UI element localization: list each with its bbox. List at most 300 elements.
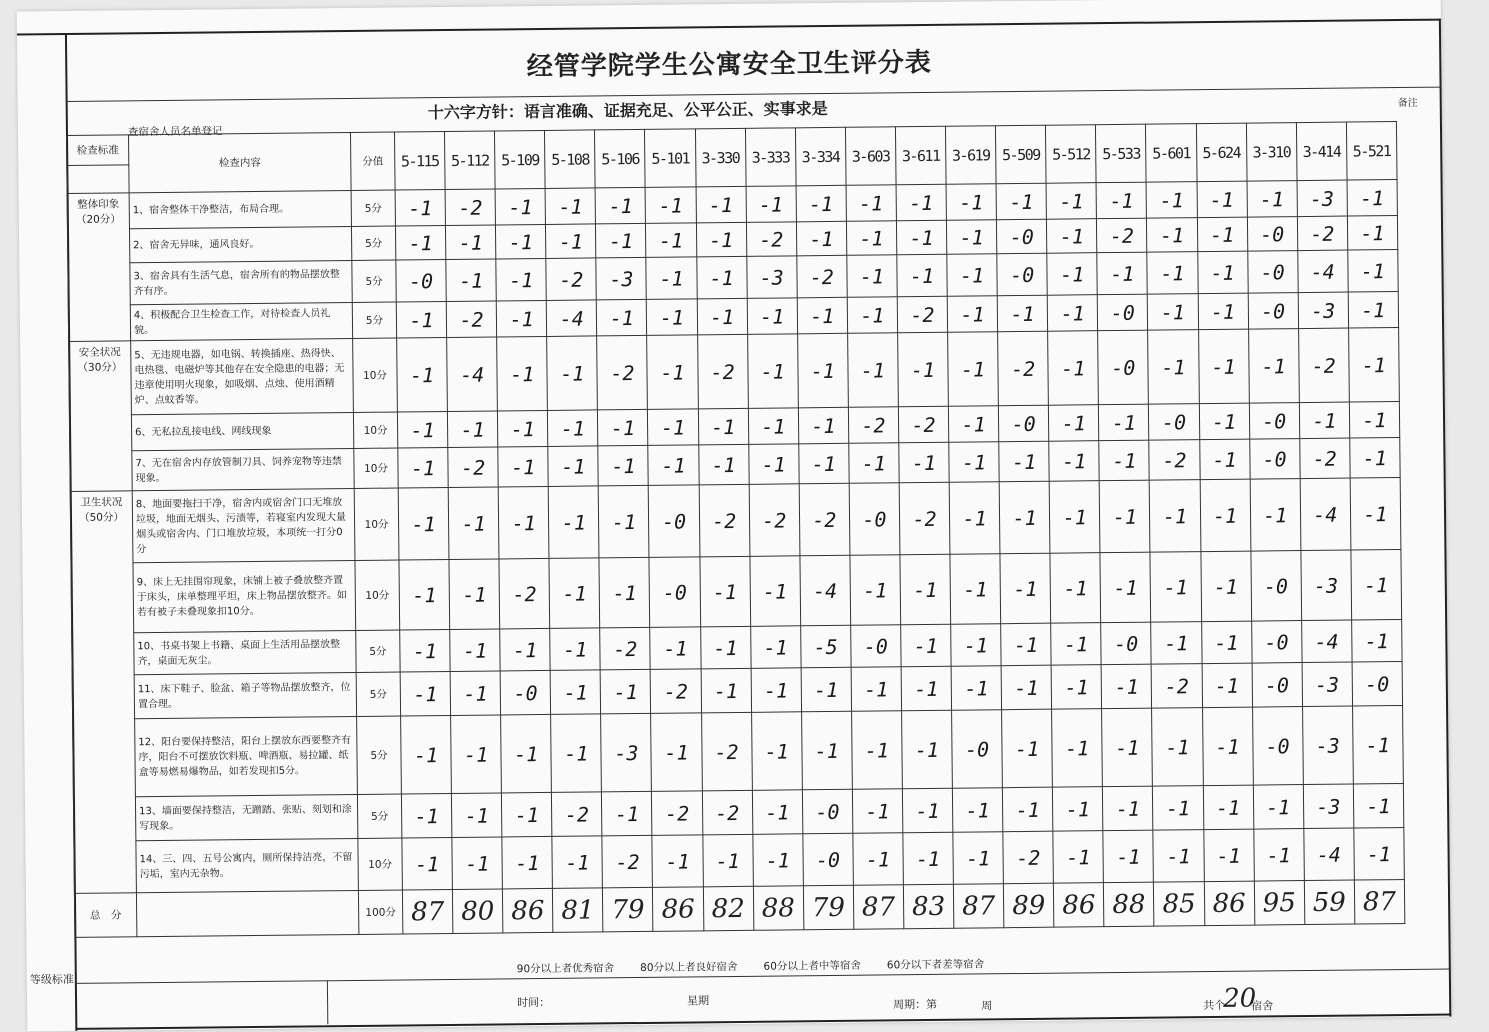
deduction-mark: -1: [746, 186, 796, 223]
deduction-mark: -1: [1152, 708, 1203, 787]
header-content: 检查内容: [128, 132, 351, 192]
total-score: 82: [703, 886, 754, 931]
deduction-mark: -1: [448, 487, 499, 560]
deduction-mark: -4: [1301, 620, 1352, 663]
deduction-mark: -1: [1046, 183, 1096, 220]
deduction-mark: -1: [696, 256, 747, 299]
deduction-mark: -1: [451, 715, 502, 794]
deduction-mark: -0: [396, 260, 447, 303]
deduction-mark: -1: [1103, 830, 1154, 883]
deduction-mark: -1: [400, 629, 451, 672]
count-suffix: 宿舍: [1251, 999, 1274, 1013]
total-score: 86: [503, 888, 554, 933]
deduction-mark: -1: [601, 669, 652, 714]
total-score: 86: [1204, 881, 1255, 926]
deduction-mark: -1: [696, 222, 746, 257]
deduction-mark: -2: [1297, 216, 1347, 251]
room-label: 5-115: [394, 132, 445, 191]
deduction-mark: -1: [652, 835, 703, 888]
deduction-mark: -1: [999, 441, 1050, 482]
deduction-mark: -1: [548, 410, 598, 447]
deduction-mark: -1: [398, 487, 449, 560]
item-text: 5、无违规电器，如电锅、转换插座、热得快、电热毯、电磁炉等其他存在安全隐患的电器；无违章使用明火现象，如吸烟、点烛、使用酒精炉、点蚊香等。: [131, 338, 354, 414]
deduction-mark: -1: [747, 334, 798, 409]
deduction-mark: -1: [1096, 182, 1146, 219]
deduction-mark: -2: [651, 669, 702, 714]
table-row: [70, 478, 1401, 564]
deduction-mark: -1: [801, 711, 852, 790]
deduction-mark: -1: [646, 223, 696, 258]
deduction-mark: -2: [445, 189, 495, 226]
deduction-mark: -1: [397, 337, 448, 412]
remark-header: 备注: [1397, 97, 1418, 110]
right-border: [1439, 19, 1451, 1017]
deduction-mark: -1: [949, 482, 1000, 555]
deduction-mark: -1: [498, 410, 548, 447]
item-points: 5分: [357, 716, 402, 794]
deduction-mark: -0: [1249, 439, 1300, 480]
category-label: 整体印象（20分）: [67, 193, 131, 342]
deduction-mark: -1: [896, 184, 946, 221]
deduction-mark: -1: [597, 299, 647, 336]
deduction-mark: -0: [999, 405, 1049, 442]
total-score: 88: [1104, 882, 1155, 927]
count-value: 20: [1222, 983, 1257, 1014]
deduction-mark: -1: [1100, 552, 1151, 623]
deduction-mark: -3: [1301, 550, 1352, 621]
room-label: 5-109: [495, 130, 546, 189]
deduction-mark: -1: [748, 408, 798, 445]
deduction-mark: -1: [946, 220, 996, 255]
deduction-mark: -1: [751, 712, 802, 791]
deduction-mark: -3: [746, 256, 797, 299]
total-score: 85: [1154, 882, 1205, 927]
item-text: 4、积极配合卫生检查工作，对待检查人员礼貌。: [130, 302, 352, 340]
total-blank: [136, 890, 358, 936]
deduction-mark: -1: [701, 668, 752, 713]
deduction-mark: -1: [648, 445, 699, 486]
deduction-mark: -1: [949, 442, 1000, 483]
deduction-mark: -1: [999, 481, 1050, 554]
deduction-mark: -1: [1348, 328, 1399, 403]
deduction-mark: -1: [1049, 481, 1100, 554]
total-score: 87: [853, 885, 904, 930]
deduction-mark: -1: [953, 832, 1004, 885]
deduction-mark: -1: [902, 710, 953, 789]
deduction-mark: -1: [402, 837, 453, 890]
total-score: 79: [803, 885, 854, 930]
deduction-mark: -1: [550, 670, 601, 715]
deduction-mark: -1: [595, 187, 645, 224]
deduction-mark: -1: [797, 333, 848, 408]
deduction-mark: -1: [1199, 439, 1250, 480]
deduction-mark: -1: [1197, 251, 1248, 294]
deduction-mark: -1: [1198, 329, 1249, 404]
deduction-mark: -4: [1300, 478, 1351, 551]
deduction-mark: -1: [700, 556, 751, 627]
total-score: 88: [753, 886, 804, 931]
deduction-mark: -1: [897, 254, 948, 297]
deduction-mark: -1: [951, 624, 1002, 667]
deduction-mark: -1: [847, 255, 898, 298]
deduction-mark: -2: [652, 791, 703, 836]
deduction-mark: -1: [1097, 252, 1148, 295]
deduction-mark: -1: [1197, 181, 1247, 218]
deduction-mark: -1: [698, 444, 749, 485]
item-points: 5分: [356, 672, 400, 716]
deduction-mark: -1: [496, 258, 547, 301]
deduction-mark: -1: [1150, 480, 1201, 553]
time-label: 时间：: [517, 995, 551, 1010]
deduction-mark: -1: [901, 624, 952, 667]
score-table: [66, 121, 1405, 938]
item-points: 10分: [353, 338, 398, 412]
deduction-mark: -0: [1249, 403, 1299, 440]
deduction-mark: -2: [446, 301, 496, 338]
deduction-mark: -0: [1101, 622, 1152, 665]
deduction-mark: -1: [401, 715, 452, 794]
total-score: 87: [1354, 880, 1405, 925]
table-row: [73, 706, 1404, 798]
deduction-mark: -1: [598, 445, 649, 486]
deduction-mark: -2: [701, 712, 752, 791]
deduction-mark: -2: [699, 484, 750, 557]
deduction-mark: -2: [998, 331, 1049, 406]
deduction-mark: -1: [1153, 830, 1204, 883]
grading-level: 80分以上者良好宿舍: [640, 960, 738, 975]
deduction-mark: -1: [700, 626, 751, 669]
deduction-mark: -0: [1251, 551, 1302, 622]
deduction-mark: -4: [800, 555, 851, 626]
deduction-mark: -2: [600, 627, 651, 670]
room-label: 3-333: [745, 128, 796, 187]
deduction-mark: -1: [452, 793, 503, 838]
room-label: 5-521: [1346, 122, 1397, 181]
deduction-mark: -1: [1147, 218, 1197, 253]
deduction-mark: -1: [853, 833, 904, 886]
deduction-mark: -1: [552, 836, 603, 889]
deduction-mark: -1: [1153, 786, 1204, 831]
total-score: 86: [1054, 883, 1105, 928]
deduction-mark: -1: [446, 225, 496, 260]
deduction-mark: -1: [947, 296, 997, 333]
deduction-mark: -2: [799, 483, 850, 556]
deduction-mark: -1: [903, 832, 954, 885]
deduction-mark: -2: [1003, 831, 1054, 884]
deduction-mark: -1: [799, 443, 850, 484]
deduction-mark: -3: [1297, 180, 1347, 217]
category-label: 安全状况（30分）: [69, 341, 133, 492]
deduction-mark: -1: [502, 792, 553, 837]
deduction-mark: -1: [1102, 708, 1153, 787]
deduction-mark: -0: [997, 253, 1048, 296]
deduction-mark: -1: [495, 188, 545, 225]
deduction-mark: -0: [803, 833, 854, 886]
room-label: 3-414: [1296, 122, 1347, 181]
deduction-mark: -1: [1148, 330, 1199, 405]
item-points: 10分: [354, 488, 399, 560]
total-score: 83: [903, 884, 954, 929]
deduction-mark: -1: [401, 793, 452, 838]
item-text: 8、地面要拖扫干净，宿舍内或宿舍门口无堆放垃圾，地面无烟头、污渍等，若寝室内发现大量烟头或宿舍内、门口堆放垃圾，本项统一打分0分: [132, 488, 355, 562]
item-points: 10分: [353, 412, 397, 448]
deduction-mark: -1: [551, 714, 602, 793]
deduction-mark: -1: [502, 836, 553, 889]
deduction-mark: -1: [946, 184, 996, 221]
deduction-mark: -1: [996, 183, 1046, 220]
deduction-mark: -3: [1302, 706, 1353, 785]
deduction-mark: -1: [851, 711, 902, 790]
deduction-mark: -1: [1350, 438, 1401, 479]
deduction-mark: -1: [646, 187, 696, 224]
deduction-mark: -1: [850, 555, 901, 626]
grading-label: 等级标准: [29, 972, 74, 987]
deduction-mark: -1: [1200, 551, 1251, 622]
deduction-mark: -1: [1348, 250, 1399, 293]
deduction-mark: -5: [800, 625, 851, 668]
deduction-mark: -1: [1352, 706, 1403, 785]
top-border: [17, 19, 1441, 36]
deduction-mark: -1: [501, 714, 552, 793]
deduction-mark: -1: [748, 444, 799, 485]
deduction-mark: -1: [599, 485, 650, 558]
header-blank: [67, 165, 129, 194]
deduction-mark: -1: [847, 333, 898, 408]
deduction-mark: -1: [1348, 292, 1398, 329]
deduction-mark: -1: [651, 713, 702, 792]
deduction-mark: -1: [898, 332, 949, 407]
deduction-mark: -1: [846, 221, 896, 256]
deduction-mark: -2: [448, 447, 499, 488]
deduction-mark: -2: [1298, 328, 1349, 403]
item-points: 5分: [352, 260, 396, 302]
deduction-mark: -1: [1299, 402, 1349, 439]
deduction-mark: -1: [1099, 404, 1149, 441]
item-text: 2、宿舍无异味，通风良好。: [129, 226, 351, 262]
item-text: 9、床上无挂围帘现象，床铺上被子叠放整齐置于床头，床单整理平坦，床上物品摆放整齐。如若有被子未叠现象扣10分。: [133, 560, 356, 632]
deduction-mark: -1: [1253, 785, 1304, 830]
deduction-mark: -1: [952, 788, 1003, 833]
room-label: 5-101: [645, 129, 696, 188]
deduction-mark: -1: [1051, 665, 1102, 710]
deduction-mark: -0: [1247, 217, 1297, 252]
deduction-mark: -1: [397, 411, 447, 448]
deduction-mark: -1: [902, 788, 953, 833]
deduction-mark: -1: [796, 185, 846, 222]
deduction-mark: -1: [1248, 329, 1299, 404]
room-label: 3-334: [795, 127, 846, 186]
deduction-mark: -1: [697, 298, 747, 335]
grading-level: 60分以下者差等宿舍: [886, 958, 985, 972]
item-points: 5分: [356, 630, 400, 672]
room-label: 5-512: [1046, 125, 1097, 184]
deduction-mark: -0: [851, 625, 902, 668]
deduction-mark: -1: [1253, 829, 1304, 882]
room-label: 3-619: [945, 126, 996, 185]
deduction-mark: -1: [1353, 784, 1404, 829]
room-label: 5-112: [445, 131, 496, 190]
count-prefix: 共个: [1203, 998, 1226, 1013]
deduction-mark: -1: [1247, 181, 1297, 218]
deduction-mark: -1: [400, 671, 451, 716]
deduction-mark: -1: [750, 556, 801, 627]
deduction-mark: -0: [1248, 293, 1298, 330]
deduction-mark: -2: [897, 296, 947, 333]
deduction-mark: -1: [797, 297, 847, 334]
deduction-mark: -1: [498, 446, 549, 487]
deduction-mark: -1: [801, 667, 852, 712]
deduction-mark: -1: [449, 559, 500, 630]
deduction-mark: -1: [1198, 293, 1248, 330]
deduction-mark: -3: [601, 713, 652, 792]
deduction-mark: -3: [1298, 292, 1348, 329]
deduction-mark: -1: [1047, 295, 1097, 332]
deduction-mark: -1: [546, 224, 596, 259]
item-text: 3、宿舍具有生活气息，宿舍所有的物品摆放整齐有序。: [130, 260, 352, 304]
deduction-mark: -1: [852, 789, 903, 834]
item-points: 5分: [351, 190, 395, 226]
deduction-mark: -1: [1049, 405, 1099, 442]
deduction-mark: -1: [500, 628, 551, 671]
category-label: 卫生状况（50分）: [70, 491, 136, 894]
deduction-mark: -1: [747, 298, 797, 335]
deduction-mark: -1: [1001, 665, 1052, 710]
deduction-mark: -1: [1350, 478, 1401, 551]
deduction-mark: -0: [500, 670, 551, 715]
deduction-mark: -2: [602, 835, 653, 888]
total-score: 79: [603, 887, 654, 932]
deduction-mark: -1: [899, 442, 950, 483]
item-points: 5分: [357, 794, 401, 838]
room-label: 3-603: [845, 127, 896, 186]
room-label: 3-611: [895, 126, 946, 185]
deduction-mark: -1: [1050, 553, 1101, 624]
deduction-mark: -1: [948, 406, 998, 443]
deduction-mark: -1: [1002, 709, 1053, 788]
deduction-mark: -1: [1148, 294, 1198, 331]
deduction-mark: -1: [851, 667, 902, 712]
deduction-mark: -1: [602, 791, 653, 836]
deduction-mark: -2: [552, 792, 603, 837]
deduction-mark: -1: [1199, 403, 1249, 440]
deduction-mark: -1: [1200, 479, 1251, 552]
table-row: [69, 328, 1400, 416]
weekday-label: 星期: [687, 994, 710, 1008]
total-points: 100分: [358, 890, 402, 934]
item-points: 5分: [351, 226, 395, 260]
deduction-mark: -0: [1352, 662, 1403, 707]
item-text: 7、无在宿舍内存放管制刀具、饲养宠物等违禁现象。: [132, 448, 354, 490]
deduction-mark: -1: [901, 666, 952, 711]
item-text: 13、墙面要保持整洁，无蹭踏、张贴、刻划和涂写现象。: [135, 794, 357, 840]
deduction-mark: -0: [649, 485, 700, 558]
deduction-mark: -1: [647, 299, 697, 336]
deduction-mark: -1: [498, 486, 549, 559]
deduction-mark: -1: [1349, 402, 1399, 439]
deduction-mark: -0: [1252, 663, 1303, 708]
deduction-mark: -1: [547, 336, 598, 411]
deduction-mark: -1: [1101, 664, 1152, 709]
deduction-mark: -1: [1150, 552, 1201, 623]
deduction-mark: -1: [1351, 550, 1402, 621]
deduction-mark: -1: [1146, 182, 1196, 219]
deduction-mark: -0: [1098, 330, 1149, 405]
deduction-mark: -1: [798, 407, 848, 444]
deduction-mark: -1: [646, 257, 697, 300]
item-text: 14、三、四、五号公寓内，厕所保持洁亮，不留污垢，室内无杂物。: [136, 838, 359, 892]
total-score: 86: [653, 887, 704, 932]
deduction-mark: -1: [1051, 623, 1102, 666]
item-points: 10分: [354, 448, 398, 488]
total-score: 89: [1004, 883, 1055, 928]
deduction-mark: -1: [752, 790, 803, 835]
deduction-mark: -1: [1001, 623, 1052, 666]
deduction-mark: -2: [546, 258, 597, 301]
deduction-mark: -1: [1103, 786, 1154, 831]
week-suffix: 周: [981, 999, 993, 1013]
deduction-mark: -1: [1201, 621, 1252, 664]
item-text: 6、无私拉乱接电线、网线现象: [131, 412, 353, 450]
deduction-mark: -0: [1098, 294, 1148, 331]
deduction-mark: -1: [1202, 663, 1253, 708]
deduction-mark: -0: [849, 483, 900, 556]
deduction-mark: -2: [899, 482, 950, 555]
deduction-mark: -1: [753, 834, 804, 887]
item-points: 10分: [358, 838, 403, 890]
deduction-mark: -1: [1047, 219, 1097, 254]
deduction-mark: -1: [497, 336, 548, 411]
deduction-mark: -2: [749, 484, 800, 557]
deduction-mark: -1: [951, 666, 1002, 711]
total-score: 80: [453, 889, 504, 934]
room-label: 5-624: [1196, 123, 1247, 182]
deduction-mark: -1: [448, 411, 498, 448]
deduction-mark: -0: [1252, 707, 1303, 786]
deduction-mark: -1: [647, 335, 698, 410]
deduction-mark: -1: [751, 668, 802, 713]
deduction-mark: -0: [952, 710, 1003, 789]
deduction-mark: -1: [548, 486, 599, 559]
deduction-mark: -1: [450, 671, 501, 716]
deduction-mark: -1: [1151, 622, 1202, 665]
deduction-mark: -1: [1347, 180, 1397, 217]
deduction-mark: -1: [1202, 707, 1253, 786]
deduction-mark: -2: [702, 790, 753, 835]
page-title: 经管学院学生公寓安全卫生评分表: [526, 47, 932, 83]
deduction-mark: -2: [848, 407, 898, 444]
deduction-mark: -3: [1303, 784, 1354, 829]
deduction-mark: -3: [1302, 662, 1353, 707]
deduction-mark: -1: [702, 834, 753, 887]
item-text: 11、床下鞋子、脸盆、箱子等物品摆放整齐，位置合理。: [134, 672, 356, 718]
deduction-mark: -1: [1203, 785, 1254, 830]
motto: 十六字方针：语言准确、证据充足、公平公正、实事求是: [427, 98, 828, 123]
deduction-mark: -0: [997, 219, 1047, 254]
deduction-mark: -0: [1247, 251, 1298, 294]
deduction-mark: -1: [1053, 787, 1104, 832]
deduction-mark: -1: [598, 409, 648, 446]
deduction-mark: -1: [648, 409, 698, 446]
deduction-mark: -2: [1149, 440, 1200, 481]
item-points: 5分: [352, 302, 396, 338]
deduction-mark: -1: [395, 226, 445, 261]
deduction-mark: -2: [597, 335, 648, 410]
deduction-mark: -1: [496, 224, 546, 259]
deduction-mark: -0: [1149, 404, 1199, 441]
deduction-mark: -2: [746, 222, 796, 257]
deduction-mark: -1: [1047, 253, 1098, 296]
deduction-mark: -4: [1297, 250, 1348, 293]
